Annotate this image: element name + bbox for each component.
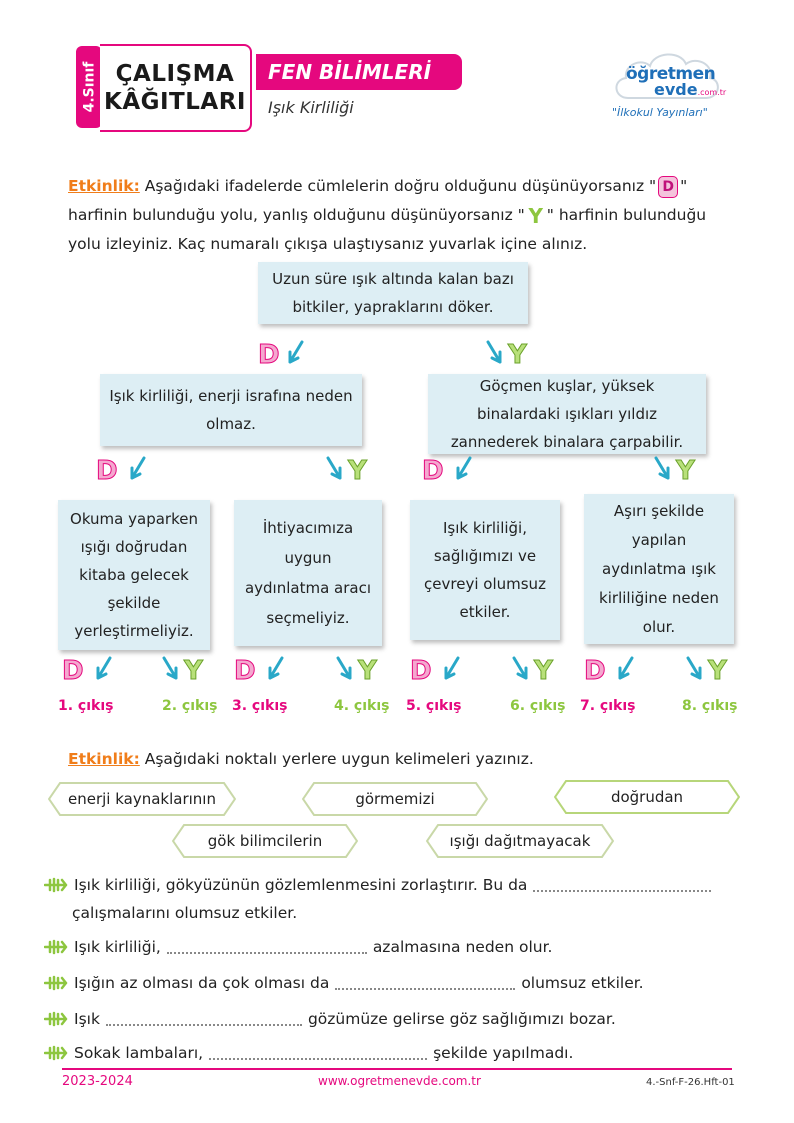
activity2-instructions: Etkinlik: Aşağıdaki noktalı yerlere uygun kelimeleri yazınız. [68, 750, 534, 768]
exit-8: 8. çıkış [682, 698, 738, 714]
fishbone-icon [44, 1010, 70, 1028]
word-bank-item: doğrudan [554, 780, 740, 814]
arrow-down-right-icon [652, 456, 674, 482]
fill-in-sentence-1-continuation: çalışmalarını olumsuz etkiler. [72, 904, 298, 922]
y-letter: Y [358, 656, 377, 686]
fill-in-sentence-4: Işık gözümüze gelirse göz sağlığımızı bozar. [44, 1010, 616, 1028]
y-letter: Y [348, 456, 367, 486]
fill-in-sentence-1: Işık kirliliği, gökyüzünün gözlemlenmesini zorlaştırır. Bu da [44, 876, 717, 894]
arrow-down-right-icon [334, 656, 356, 682]
flow-level3-box-1: Okuma yaparken ışığı doğrudan kitaba gelecek şekilde yerleştirmeliyiz. [58, 500, 210, 650]
arrow-down-right-icon [510, 656, 532, 682]
arrow-down-left-icon [126, 456, 148, 482]
exit-5: 5. çıkış [406, 698, 462, 714]
answer-blank[interactable] [167, 940, 367, 954]
word-bank-item: ışığı dağıtmayacak [426, 824, 614, 858]
d-letter: D [62, 656, 84, 686]
arrow-down-right-icon [484, 340, 506, 366]
y-letter: Y [184, 656, 203, 686]
exit-6: 6. çıkış [510, 698, 566, 714]
exit-2: 2. çıkış [162, 698, 218, 714]
d-letter: D [96, 456, 118, 486]
flow-level3-box-4: Aşırı şekilde yapılan aydınlatma ışık kirliliğine neden olur. [584, 494, 734, 644]
arrow-down-left-icon [264, 656, 286, 682]
y-letter: Y [708, 656, 727, 686]
fishbone-icon [44, 974, 70, 992]
word-bank-item: görmemizi [302, 782, 488, 816]
fill-in-sentence-2: Işık kirliliği, azalmasına neden olur. [44, 938, 552, 956]
answer-blank[interactable] [209, 1046, 427, 1060]
topic-title: Işık Kirliliği [268, 98, 354, 117]
arrow-down-left-icon [92, 656, 114, 682]
arrow-down-left-icon [284, 340, 306, 366]
arrow-down-right-icon [684, 656, 706, 682]
arrow-down-left-icon [452, 456, 474, 482]
flow-level2-left-box: Işık kirliliği, enerji israfına neden olmaz. [100, 374, 362, 446]
exit-1: 1. çıkış [58, 698, 114, 714]
d-letter: D [234, 656, 256, 686]
answer-blank[interactable] [533, 878, 711, 892]
footer-year: 2023-2024 [62, 1074, 133, 1089]
word-bank-item: enerji kaynaklarının [48, 782, 236, 816]
arrow-down-right-icon [324, 456, 346, 482]
subject-pill: FEN BİLİMLERİ [256, 54, 462, 90]
publisher-logo: öğretmen evde.com.tr "İlkokul Yayınları" [606, 42, 730, 130]
flow-level2-right-box: Göçmen kuşlar, yüksek binalardaki ışıkları yıldız zannederek binalara çarpabilir. [428, 374, 706, 454]
y-letter: Y [676, 456, 695, 486]
d-letter: D [422, 456, 444, 486]
d-letter: D [584, 656, 606, 686]
exit-3: 3. çıkış [232, 698, 288, 714]
arrow-down-left-icon [440, 656, 462, 682]
answer-blank[interactable] [106, 1012, 302, 1026]
grade-tab: 4.Sınıf [76, 46, 102, 128]
footer-divider [62, 1068, 732, 1070]
d-badge: D [658, 176, 678, 198]
d-letter: D [410, 656, 432, 686]
y-letter: Y [534, 656, 553, 686]
word-bank-item: gök bilimcilerin [172, 824, 358, 858]
flow-root-box: Uzun süre ışık altında kalan bazı bitkiler, yapraklarını döker. [258, 262, 528, 324]
fill-in-sentence-3: Işığın az olması da çok olması da olumsuz etkiler. [44, 974, 644, 992]
exit-4: 4. çıkış [334, 698, 390, 714]
arrow-down-left-icon [614, 656, 636, 682]
activity1-instructions: Etkinlik: Aşağıdaki ifadelerde cümlelerin doğru olduğunu düşünüyorsanız " D " harfinin bulunduğu yolu, yanlış olduğunu düşünüyorsanız " Y " harfinin bulunduğu yolu izleyiniz. Kaç numaralı çıkışa ulaştıysanız yuvarlak içine alınız. [68, 177, 707, 253]
d-letter: D [258, 340, 280, 370]
footer-url[interactable]: www.ogretmenevde.com.tr [318, 1074, 481, 1088]
answer-blank[interactable] [335, 976, 515, 990]
y-letter: Y [508, 340, 527, 370]
footer-code: 4.-Snf-F-26.Hft-01 [646, 1077, 735, 1088]
flow-level3-box-3: Işık kirliliği, sağlığımızı ve çevreyi olumsuz etkiler. [410, 500, 560, 640]
fishbone-icon [44, 938, 70, 956]
arrow-down-right-icon [160, 656, 182, 682]
fishbone-icon [44, 1044, 70, 1062]
worksheet-title: ÇALIŞMA KÂĞITLARI [100, 44, 252, 132]
fishbone-icon [44, 876, 70, 894]
y-badge: Y [528, 203, 544, 228]
flow-level3-box-2: İhtiyacımıza uygun aydınlatma aracı seçmeliyiz. [234, 500, 382, 646]
fill-in-sentence-5: Sokak lambaları, şekilde yapılmadı. [44, 1044, 573, 1062]
exit-7: 7. çıkış [580, 698, 636, 714]
